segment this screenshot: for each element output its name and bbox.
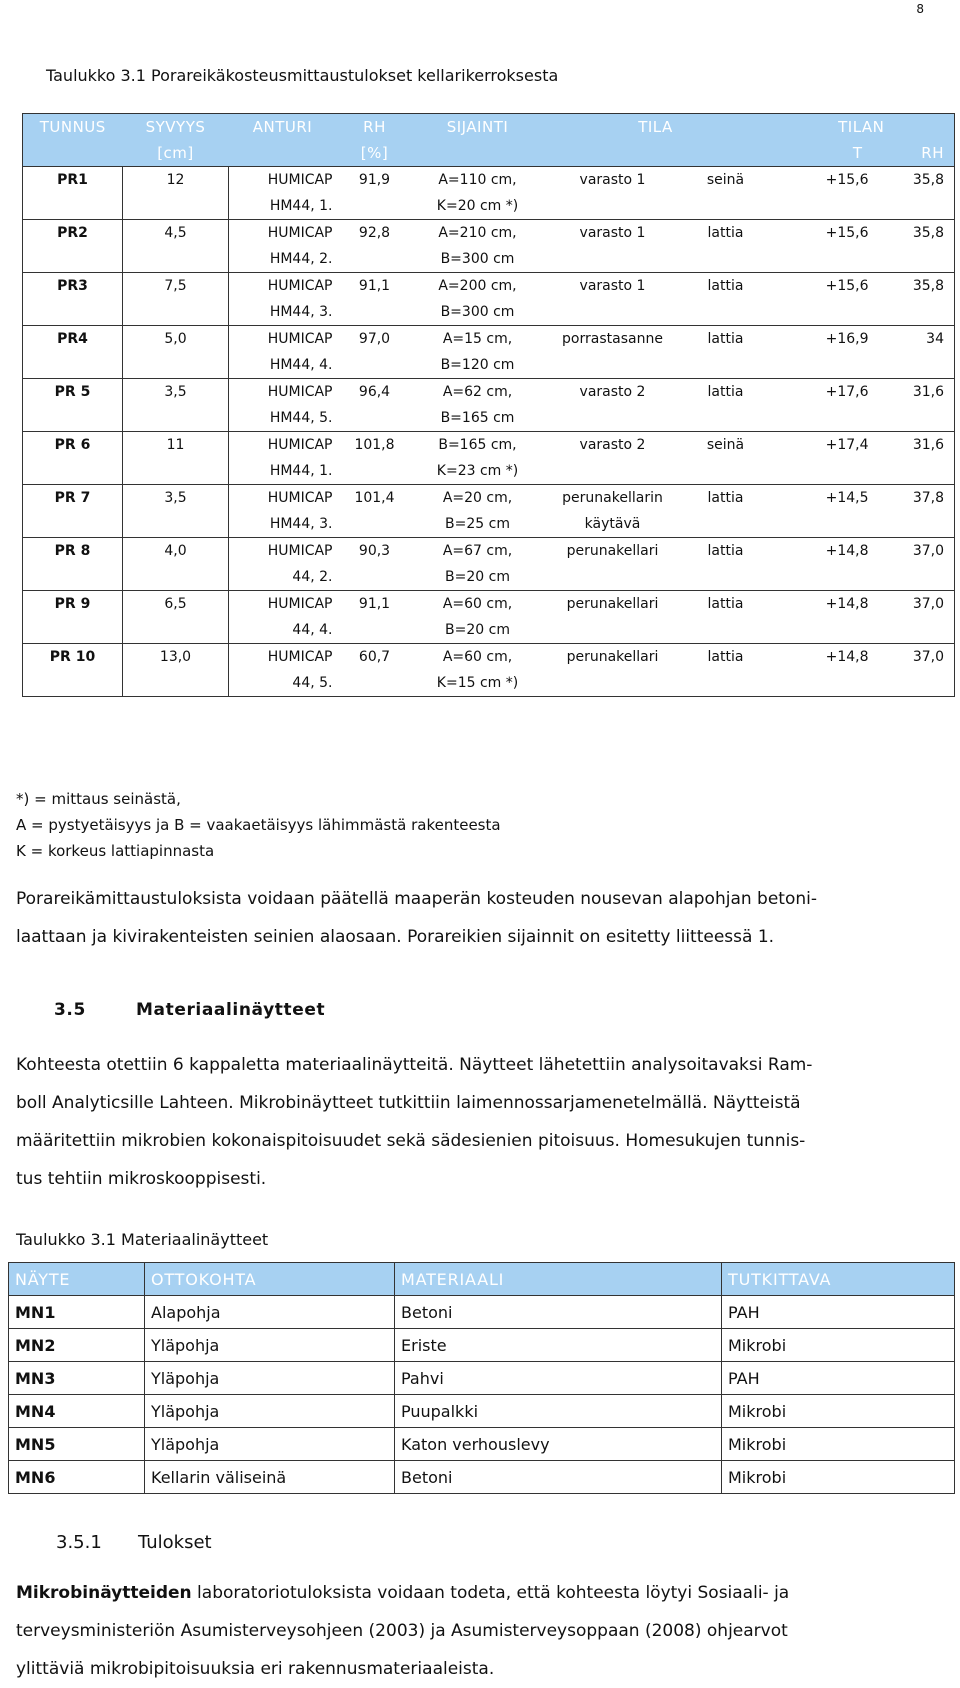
cell-space: porrastasanne: [543, 326, 683, 353]
subsection-heading: [56, 1532, 212, 1553]
cell-surface: lattia: [683, 220, 769, 247]
cell-sensor: HUMICAP: [229, 432, 337, 459]
empty-cell: [337, 564, 413, 591]
paragraph-line: laattaan ja kivirakenteisten seinien alaosaan. Porareikien sijainnit on esitetty liitteessä 1.: [16, 927, 775, 947]
cell-location: A=110 cm,: [413, 167, 543, 194]
table-row-continuation: [23, 564, 955, 591]
cell-surface: lattia: [683, 379, 769, 406]
cell-space-rh: 37,0: [883, 644, 955, 671]
empty-cell: [683, 405, 769, 432]
cell-material: Pahvi: [395, 1362, 722, 1395]
empty-cell: [683, 193, 769, 220]
section-heading: [54, 1000, 325, 1020]
cell-location: A=60 cm,: [413, 644, 543, 671]
empty-cell: [123, 193, 229, 220]
paragraph-results: [16, 1574, 946, 1688]
empty-cell: [123, 458, 229, 485]
paragraph-samples: [16, 1046, 946, 1198]
empty-cell: [337, 458, 413, 485]
table-row: [23, 485, 955, 512]
subsection-number: 3.5.1: [56, 1532, 102, 1553]
cell-id: PR2: [23, 220, 123, 247]
empty-cell: [23, 299, 123, 326]
cell-sensor: HM44, 1.: [229, 193, 337, 220]
cell-location: K=15 cm *): [436, 675, 519, 691]
cell-sensor: HUMICAP: [229, 538, 337, 565]
cell-sensor: HM44, 1.: [229, 458, 337, 485]
cell-temperature: +14,8: [769, 644, 883, 671]
cell-rh: 91,1: [337, 591, 413, 618]
empty-cell: [769, 246, 883, 273]
cell-space: perunakellari: [543, 591, 683, 618]
cell-location: A=210 cm,: [413, 220, 543, 247]
table2-caption: Taulukko 3.1 Materiaalinäytteet: [16, 1230, 269, 1249]
paragraph-line: määritettiin mikrobien kokonaispitoisuudet sekä sädesienien pitoisuus. Homesukujen tunnis-: [16, 1131, 806, 1151]
cell-location: A=200 cm,: [413, 273, 543, 300]
table-row: [23, 432, 955, 459]
cell-location: A=20 cm,: [413, 485, 543, 512]
table-row: [23, 273, 955, 300]
cell-material: Katon verhouslevy: [395, 1428, 722, 1461]
subsection-title: Tulokset: [138, 1532, 212, 1553]
table-row: [23, 379, 955, 406]
cell-surface: lattia: [683, 273, 769, 300]
empty-cell: [123, 617, 229, 644]
empty-cell: [337, 405, 413, 432]
table-row: [23, 591, 955, 618]
cell-analysis: PAH: [722, 1296, 955, 1329]
header-materiaali: MATERIAALI: [395, 1263, 722, 1296]
cell-space: varasto 1: [543, 220, 683, 247]
cell-id: PR 7: [23, 485, 123, 512]
cell-location: A=62 cm,: [413, 379, 543, 406]
cell-rh: 60,7: [337, 644, 413, 671]
header-rh: RH: [337, 114, 413, 141]
paragraph-line: terveysministeriön Asumisterveysohjeen (2003) ja Asumisterveysoppaan (2008) ohjearvot: [16, 1621, 788, 1641]
empty-cell: [123, 352, 229, 379]
empty-cell: [883, 458, 955, 485]
empty-cell: [337, 352, 413, 379]
paragraph-line: ylittäviä mikrobipitoisuuksia eri rakennusmateriaaleista.: [16, 1659, 495, 1679]
cell-space: [543, 299, 683, 326]
cell-sample-id: MN5: [9, 1428, 145, 1461]
header-ottokohta: OTTOKOHTA: [145, 1263, 395, 1296]
cell-sensor: HUMICAP: [229, 326, 337, 353]
note-line: A = pystyetäisyys ja B = vaakaetäisyys lähimmästä rakenteesta: [16, 816, 501, 834]
empty-cell: [23, 405, 123, 432]
table-row: [9, 1428, 955, 1461]
cell-sample-id: MN6: [9, 1461, 145, 1494]
empty-cell: [123, 246, 229, 273]
table-row: [9, 1296, 955, 1329]
cell-temperature: +14,8: [769, 591, 883, 618]
cell-sensor: HM44, 3.: [229, 299, 337, 326]
cell-space: perunakellari: [543, 538, 683, 565]
empty-cell: [769, 405, 883, 432]
moisture-table: [22, 113, 955, 697]
table-row: [23, 644, 955, 671]
table-row-continuation: [23, 352, 955, 379]
cell-location: Yläpohja: [145, 1428, 395, 1461]
cell-space-rh: 35,8: [883, 273, 955, 300]
empty-cell: [883, 564, 955, 591]
page-number: 8: [916, 2, 924, 16]
cell-location: B=120 cm: [440, 357, 515, 373]
cell-temperature: +17,4: [769, 432, 883, 459]
cell-depth: 7,5: [123, 273, 229, 300]
cell-sensor: HUMICAP: [229, 591, 337, 618]
cell-space: varasto 1: [543, 273, 683, 300]
header-cm-unit: [cm]: [123, 140, 229, 167]
table1-body: [23, 167, 955, 697]
empty-cell: [123, 564, 229, 591]
table-row-continuation: [23, 458, 955, 485]
cell-depth: 12: [123, 167, 229, 194]
empty-cell: [883, 670, 955, 697]
table2-body: [9, 1296, 955, 1494]
cell-surface: lattia: [683, 485, 769, 512]
paragraph-line: tus tehtiin mikroskooppisesti.: [16, 1169, 267, 1189]
table-row-continuation: [23, 193, 955, 220]
cell-sensor: HUMICAP: [229, 273, 337, 300]
cell-temperature: +15,6: [769, 220, 883, 247]
empty-cell: [883, 405, 955, 432]
cell-id: PR4: [23, 326, 123, 353]
cell-sensor: 44, 2.: [229, 564, 337, 591]
cell-location: Yläpohja: [145, 1362, 395, 1395]
cell-rh: 101,4: [337, 485, 413, 512]
cell-space: [543, 670, 683, 697]
header-nayte: NÄYTE: [9, 1263, 145, 1296]
empty-cell: [883, 246, 955, 273]
cell-sensor: HM44, 2.: [229, 246, 337, 273]
empty-cell: [337, 246, 413, 273]
cell-space: [543, 458, 683, 485]
cell-analysis: PAH: [722, 1362, 955, 1395]
empty-cell: [683, 670, 769, 697]
table-row: [23, 538, 955, 565]
empty-cell: [337, 511, 413, 538]
paragraph-results-summary: [16, 880, 946, 956]
empty-cell: [769, 511, 883, 538]
empty-cell: [337, 617, 413, 644]
empty-cell: [883, 299, 955, 326]
cell-location: Yläpohja: [145, 1329, 395, 1362]
cell-temperature: +14,5: [769, 485, 883, 512]
notes: [16, 786, 501, 864]
cell-space-rh: 37,8: [883, 485, 955, 512]
cell-sample-id: MN1: [9, 1296, 145, 1329]
cell-space: [543, 405, 683, 432]
header-rh-sub: RH: [883, 140, 955, 167]
cell-surface: seinä: [683, 167, 769, 194]
table-row: [9, 1461, 955, 1494]
table1-header-row-2: [23, 140, 955, 167]
cell-space-rh: 34: [883, 326, 955, 353]
cell-surface: lattia: [683, 591, 769, 618]
cell-id: PR 5: [23, 379, 123, 406]
header-tilan: TILAN: [769, 114, 955, 141]
cell-sensor: HUMICAP: [229, 220, 337, 247]
empty-cell: [769, 352, 883, 379]
cell-space-rh: 37,0: [883, 591, 955, 618]
empty-cell: [23, 511, 123, 538]
table-row-continuation: [23, 617, 955, 644]
empty-cell: [23, 564, 123, 591]
empty-cell: [683, 299, 769, 326]
cell-surface: seinä: [683, 432, 769, 459]
table2-header-row: [9, 1263, 955, 1296]
empty-cell: [883, 511, 955, 538]
cell-id: PR3: [23, 273, 123, 300]
cell-depth: 3,5: [123, 485, 229, 512]
cell-id: PR1: [23, 167, 123, 194]
empty-cell: [337, 670, 413, 697]
cell-material: Puupalkki: [395, 1395, 722, 1428]
cell-space-rh: 31,6: [883, 432, 955, 459]
cell-space: [543, 352, 683, 379]
empty-cell: [23, 352, 123, 379]
empty-cell: [23, 246, 123, 273]
cell-location: A=60 cm,: [413, 591, 543, 618]
cell-location: B=165 cm,: [413, 432, 543, 459]
paragraph-line: Kohteesta otettiin 6 kappaletta materiaalinäytteitä. Näytteet lähetettiin analysoitavaksi Ram-: [16, 1055, 813, 1075]
empty-cell: [337, 299, 413, 326]
header-t: T: [769, 140, 883, 167]
cell-location: B=20 cm: [445, 622, 510, 638]
empty-cell: [123, 511, 229, 538]
cell-id: PR 6: [23, 432, 123, 459]
table1-caption: Taulukko 3.1 Porareikäkosteusmittaustulokset kellarikerroksesta: [46, 66, 559, 85]
empty-cell: [123, 405, 229, 432]
cell-space-rh: 31,6: [883, 379, 955, 406]
cell-space-rh: 37,0: [883, 538, 955, 565]
cell-material: Betoni: [395, 1461, 722, 1494]
table-row-continuation: [23, 670, 955, 697]
cell-space: käytävä: [584, 516, 641, 532]
cell-sensor: HUMICAP: [229, 644, 337, 671]
cell-sensor: HM44, 4.: [229, 352, 337, 379]
cell-rh: 97,0: [337, 326, 413, 353]
cell-space: perunakellari: [543, 644, 683, 671]
cell-sensor: 44, 4.: [229, 617, 337, 644]
table-row: [23, 220, 955, 247]
empty-cell: [23, 193, 123, 220]
cell-location: A=67 cm,: [413, 538, 543, 565]
empty-cell: [769, 299, 883, 326]
empty-cell: [337, 193, 413, 220]
empty-cell: [683, 511, 769, 538]
header-anturi: ANTURI: [229, 114, 337, 141]
cell-sensor: HM44, 5.: [229, 405, 337, 432]
empty-cell: [769, 617, 883, 644]
cell-space: varasto 2: [543, 432, 683, 459]
cell-material: Eriste: [395, 1329, 722, 1362]
empty-cell: [123, 670, 229, 697]
cell-space: varasto 1: [543, 167, 683, 194]
cell-material: Betoni: [395, 1296, 722, 1329]
cell-temperature: +16,9: [769, 326, 883, 353]
cell-surface: lattia: [683, 326, 769, 353]
cell-sensor: HUMICAP: [229, 379, 337, 406]
empty-cell: [769, 564, 883, 591]
header-syvyys: SYVYYS: [123, 114, 229, 141]
table-row: [23, 326, 955, 353]
cell-location: Alapohja: [145, 1296, 395, 1329]
header-tutkittava: TUTKITTAVA: [722, 1263, 955, 1296]
cell-surface: lattia: [683, 644, 769, 671]
cell-space: varasto 2: [543, 379, 683, 406]
empty-cell: [883, 617, 955, 644]
section-number: 3.5: [54, 1000, 86, 1020]
cell-location: K=23 cm *): [436, 463, 519, 479]
empty-cell: [769, 670, 883, 697]
cell-id: PR 9: [23, 591, 123, 618]
cell-id: PR 10: [23, 644, 123, 671]
cell-analysis: Mikrobi: [722, 1395, 955, 1428]
cell-id: PR 8: [23, 538, 123, 565]
header-sijainti: SIJAINTI: [413, 114, 543, 141]
table-row: [9, 1329, 955, 1362]
header-tila: TILA: [543, 114, 769, 141]
paragraph-line: boll Analyticsille Lahteen. Mikrobinäytteet tutkittiin laimennossarjamenetelmällä. Näytteistä: [16, 1093, 801, 1113]
cell-rh: 92,8: [337, 220, 413, 247]
cell-sample-id: MN3: [9, 1362, 145, 1395]
cell-rh: 91,9: [337, 167, 413, 194]
cell-rh: 96,4: [337, 379, 413, 406]
bold-lead: Mikrobinäytteiden: [16, 1583, 192, 1603]
section-title: Materiaalinäytteet: [136, 1000, 326, 1020]
cell-temperature: +14,8: [769, 538, 883, 565]
cell-sensor: 44, 5.: [229, 670, 337, 697]
cell-rh: 90,3: [337, 538, 413, 565]
empty-cell: [23, 458, 123, 485]
empty-cell: [683, 352, 769, 379]
empty-cell: [683, 458, 769, 485]
cell-surface: lattia: [683, 538, 769, 565]
empty-cell: [769, 193, 883, 220]
table-row-continuation: [23, 299, 955, 326]
cell-space-rh: 35,8: [883, 167, 955, 194]
cell-depth: 13,0: [123, 644, 229, 671]
cell-sensor: HM44, 3.: [229, 511, 337, 538]
cell-location: B=20 cm: [445, 569, 510, 585]
cell-depth: 4,5: [123, 220, 229, 247]
cell-analysis: Mikrobi: [722, 1461, 955, 1494]
cell-sample-id: MN2: [9, 1329, 145, 1362]
cell-location: B=300 cm: [440, 251, 515, 267]
cell-sensor: HUMICAP: [229, 167, 337, 194]
empty-cell: [123, 299, 229, 326]
empty-cell: [683, 246, 769, 273]
note-line: *) = mittaus seinästä,: [16, 790, 181, 808]
cell-space-rh: 35,8: [883, 220, 955, 247]
empty-cell: [883, 352, 955, 379]
cell-location: A=15 cm,: [413, 326, 543, 353]
table-row: [9, 1395, 955, 1428]
cell-depth: 4,0: [123, 538, 229, 565]
empty-cell: [883, 193, 955, 220]
line-rest: laboratoriotuloksista voidaan todeta, että kohteesta löytyi Sosiaali- ja: [191, 1583, 790, 1603]
cell-depth: 3,5: [123, 379, 229, 406]
table-row-continuation: [23, 246, 955, 273]
table-row: [9, 1362, 955, 1395]
cell-depth: 11: [123, 432, 229, 459]
header-tunnus: TUNNUS: [23, 114, 123, 141]
cell-space: perunakellarin: [543, 485, 683, 512]
cell-location: Kellarin väliseinä: [145, 1461, 395, 1494]
table-row-continuation: [23, 405, 955, 432]
header-percent-unit: [%]: [337, 140, 413, 167]
table1-header-row-1: [23, 114, 955, 141]
note-line: K = korkeus lattiapinnasta: [16, 842, 215, 860]
empty-cell: [683, 564, 769, 591]
cell-temperature: +17,6: [769, 379, 883, 406]
cell-rh: 101,8: [337, 432, 413, 459]
cell-space: [543, 617, 683, 644]
cell-depth: 5,0: [123, 326, 229, 353]
cell-location: B=25 cm: [445, 516, 510, 532]
cell-location: Yläpohja: [145, 1395, 395, 1428]
empty-cell: [23, 617, 123, 644]
cell-rh: 91,1: [337, 273, 413, 300]
empty-cell: [23, 670, 123, 697]
cell-temperature: +15,6: [769, 167, 883, 194]
cell-location: K=20 cm *): [436, 198, 519, 214]
samples-table: [8, 1262, 955, 1494]
cell-location: B=165 cm: [440, 410, 515, 426]
paragraph-line: [16, 1574, 946, 1612]
table-row-continuation: [23, 511, 955, 538]
empty-cell: [769, 458, 883, 485]
cell-sensor: HUMICAP: [229, 485, 337, 512]
cell-sample-id: MN4: [9, 1395, 145, 1428]
cell-space: [543, 193, 683, 220]
paragraph-line: Porareikämittaustuloksista voidaan päätellä maaperän kosteuden nousevan alapohjan betoni-: [16, 889, 817, 909]
cell-analysis: Mikrobi: [722, 1428, 955, 1461]
empty-cell: [683, 617, 769, 644]
cell-depth: 6,5: [123, 591, 229, 618]
table-row: [23, 167, 955, 194]
cell-space: [543, 564, 683, 591]
cell-location: B=300 cm: [440, 304, 515, 320]
cell-analysis: Mikrobi: [722, 1329, 955, 1362]
cell-temperature: +15,6: [769, 273, 883, 300]
cell-space: [543, 246, 683, 273]
